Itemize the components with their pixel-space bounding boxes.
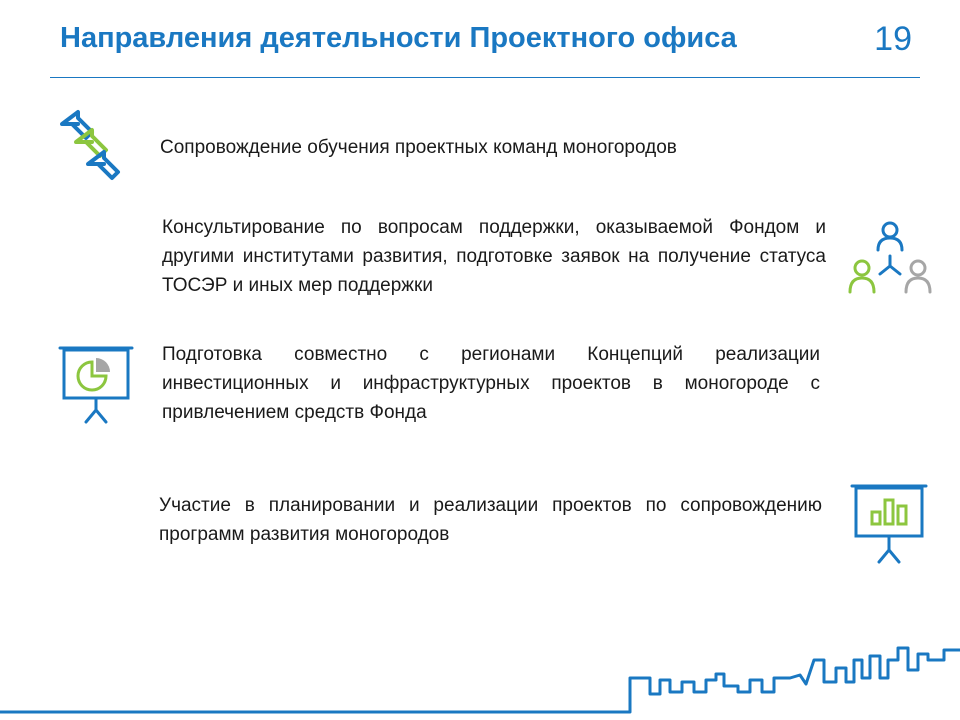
item-text: Сопровождение обучения проектных команд моногородов xyxy=(160,137,677,158)
title-divider xyxy=(50,77,920,78)
item-text: Участие в планировании и реализации проектов по сопровождению программ развития моногородов xyxy=(159,495,822,545)
list-item xyxy=(160,133,830,162)
list-item xyxy=(162,340,820,427)
item-text: Подготовка совместно с регионами Концепций реализации инвестиционных и инфраструктурных проектов в моногороде с привлечением средств Фонда xyxy=(162,344,820,423)
list-item xyxy=(162,213,826,300)
city-skyline-decoration xyxy=(0,620,960,720)
item-text: Консультирование по вопросам поддержки, оказываемой Фондом и другими институтами развития, подготовке заявок на получение статуса ТОСЭР и иных мер поддержки xyxy=(162,217,826,296)
presentation-bar-chart-icon xyxy=(850,482,930,566)
list-item xyxy=(159,491,822,549)
arrows-icon xyxy=(58,108,128,183)
page-title: Направления деятельности Проектного офиса xyxy=(60,22,737,54)
team-hierarchy-icon xyxy=(846,220,936,298)
page-number: 19 xyxy=(874,20,912,58)
presentation-pie-chart-icon xyxy=(58,344,134,426)
